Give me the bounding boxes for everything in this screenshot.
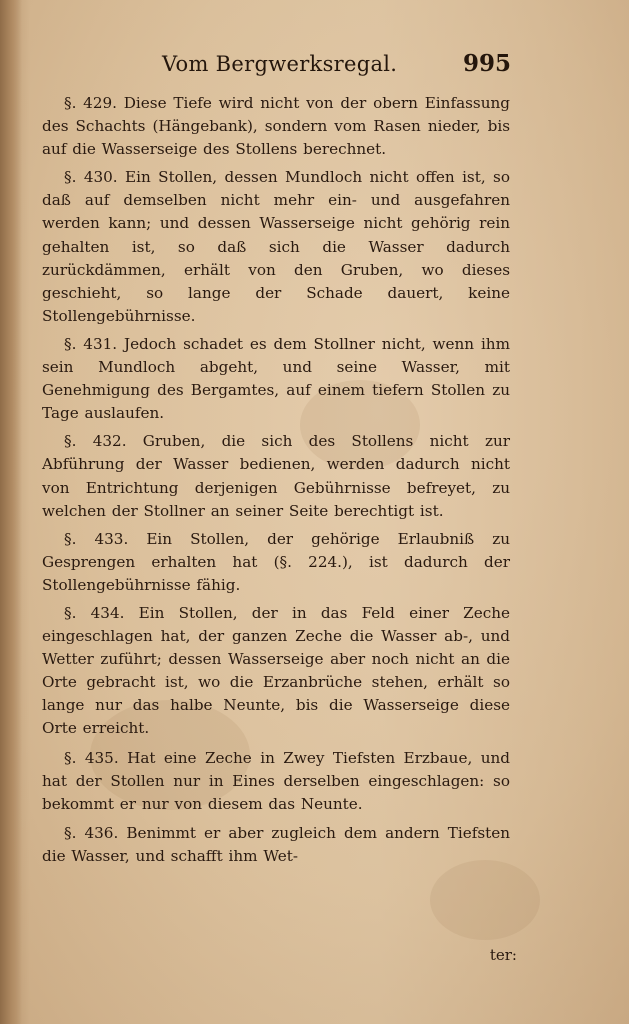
- paragraph-433: §. 433. Ein Stollen, der gehörige Erlaubniß zu Gesprengen erhalten hat (§. 224.), ist dadurch der Stollengebührnisse fähig.: [42, 529, 510, 594]
- body-text: [42, 92, 510, 873]
- paragraph-429: §. 429. Diese Tiefe wird nicht von der obern Einfassung des Schachts (Hängebank), sondern vom Rasen nieder, bis auf die Wasserseige des Stollens berechnet.: [42, 94, 510, 159]
- paragraph-432: §. 432. Gruben, die sich des Stollens nicht zur Abführung der Wasser bedienen, werden dadurch nicht von Entrichtung derjenigen Gebührnisse befreyet, zu welchen der Stollner an seiner Seite berechtigt ist.: [42, 432, 510, 520]
- page-number: 995: [462, 50, 511, 77]
- paragraph-435: §. 435. Hat eine Zeche in Zwey Tiefsten Erzbaue, und hat der Stollen nur in Eines derselben eingeschlagen: so bekommt er nur von diesem das Neunte.: [42, 748, 510, 813]
- page-header: [150, 48, 515, 82]
- paragraph-436: §. 436. Benimmt er aber zugleich dem andern Tiefsten die Wasser, und schafft ihm Wet-: [42, 823, 510, 865]
- catchword: ter:: [489, 946, 517, 964]
- running-title: Vom Bergwerksregal.: [162, 52, 398, 76]
- page-binding-shadow: [0, 0, 22, 1024]
- paragraph-430: §. 430. Ein Stollen, dessen Mundloch nicht offen ist, so daß auf demselben nicht mehr ein- und ausgefahren werden kann; und dessen Wasserseige nicht gehörig rein gehalten ist, so daß sich die Wasser dadurch zurückdämmen, erhält von den Gruben, wo dieses geschieht, so lange der Schade dauert, keine Stollengebührnisse.: [42, 168, 510, 325]
- paragraph-434: §. 434. Ein Stollen, der in das Feld einer Zeche eingeschlagen hat, der ganzen Zeche die Wasser ab-, und Wetter zuführt; dessen Wasserseige aber noch nicht an die Orte gebracht ist, wo die Erzanbrüche stehen, erhält so lange nur das halbe Neunte, bis die Wasserseige diese Orte erreicht.: [42, 603, 510, 738]
- paragraph-431: §. 431. Jedoch schadet es dem Stollner nicht, wenn ihm sein Mundloch abgeht, und seine Wasser, mit Genehmigung des Bergamtes, auf einem tiefern Stollen zu Tage auslaufen.: [42, 334, 510, 423]
